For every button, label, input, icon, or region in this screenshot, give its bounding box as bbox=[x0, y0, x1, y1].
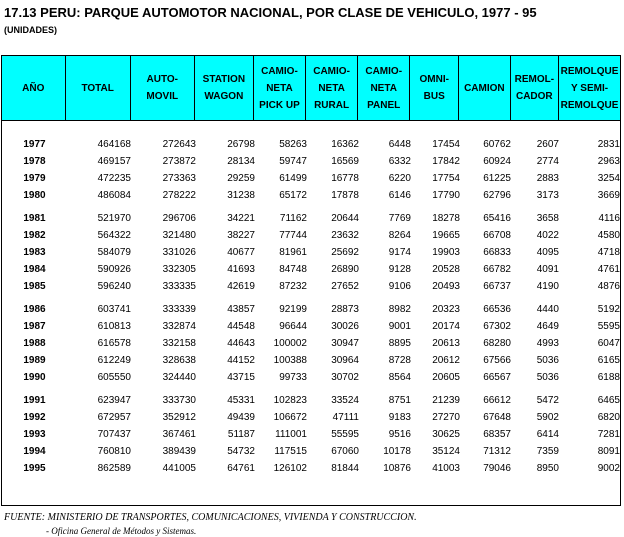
column-header-line: TOTAL bbox=[81, 82, 114, 94]
year-cell: 1995 bbox=[23, 463, 46, 474]
value-cell: 20323 bbox=[432, 304, 460, 315]
value-cell: 2607 bbox=[536, 139, 559, 150]
column-header-line: REMOL- bbox=[514, 74, 555, 85]
value-cell: 30947 bbox=[331, 338, 359, 349]
value-cell: 4718 bbox=[597, 247, 620, 258]
table-row bbox=[2, 244, 622, 261]
value-cell: 84748 bbox=[279, 264, 307, 275]
value-cell: 4761 bbox=[597, 264, 620, 275]
value-cell: 332305 bbox=[162, 264, 196, 275]
table-row bbox=[2, 443, 622, 460]
value-cell: 3254 bbox=[597, 173, 620, 184]
column-header bbox=[253, 56, 305, 121]
value-cell: 4993 bbox=[536, 338, 559, 349]
column-header-line: PANEL bbox=[367, 99, 401, 111]
year-cell: 1981 bbox=[23, 213, 46, 224]
value-cell: 19665 bbox=[432, 230, 460, 241]
year-cell: 1992 bbox=[23, 412, 46, 423]
value-cell: 20174 bbox=[432, 321, 460, 332]
value-cell: 321480 bbox=[162, 230, 196, 241]
value-cell: 441005 bbox=[162, 463, 196, 474]
table-row bbox=[2, 392, 622, 409]
value-cell: 17454 bbox=[432, 139, 460, 150]
value-cell: 42619 bbox=[227, 281, 255, 292]
value-cell: 23632 bbox=[331, 230, 359, 241]
value-cell: 68280 bbox=[483, 338, 511, 349]
value-cell: 16362 bbox=[331, 139, 359, 150]
value-cell: 67302 bbox=[483, 321, 511, 332]
value-cell: 27270 bbox=[432, 412, 460, 423]
column-header bbox=[559, 56, 620, 121]
column-header-line: OMNI- bbox=[419, 74, 449, 85]
value-cell: 672957 bbox=[97, 412, 131, 423]
value-cell: 65416 bbox=[483, 213, 511, 224]
year-cell: 1980 bbox=[23, 190, 46, 201]
value-cell: 3173 bbox=[536, 190, 559, 201]
value-cell: 331026 bbox=[162, 247, 196, 258]
value-cell: 469157 bbox=[97, 156, 131, 167]
value-cell: 44548 bbox=[227, 321, 255, 332]
value-cell: 6332 bbox=[388, 156, 411, 167]
value-cell: 464168 bbox=[97, 139, 131, 150]
value-cell: 106672 bbox=[273, 412, 307, 423]
column-header bbox=[194, 56, 253, 121]
value-cell: 332158 bbox=[162, 338, 196, 349]
value-cell: 20528 bbox=[432, 264, 460, 275]
value-cell: 367461 bbox=[162, 429, 196, 440]
value-cell: 45331 bbox=[227, 395, 255, 406]
table-row bbox=[2, 187, 622, 204]
value-cell: 20644 bbox=[331, 213, 359, 224]
value-cell: 584079 bbox=[97, 247, 131, 258]
value-cell: 34221 bbox=[227, 213, 255, 224]
column-header-line: NETA bbox=[370, 82, 397, 94]
value-cell: 352912 bbox=[162, 412, 196, 423]
column-header-line: NETA bbox=[318, 82, 345, 94]
value-cell: 79046 bbox=[483, 463, 511, 474]
value-cell: 20493 bbox=[432, 281, 460, 292]
value-cell: 521970 bbox=[97, 213, 131, 224]
value-cell: 8728 bbox=[388, 355, 411, 366]
value-cell: 20605 bbox=[432, 372, 460, 383]
value-cell: 60924 bbox=[483, 156, 511, 167]
value-cell: 5472 bbox=[536, 395, 559, 406]
table-row bbox=[2, 352, 622, 369]
value-cell: 6220 bbox=[388, 173, 411, 184]
value-cell: 19903 bbox=[432, 247, 460, 258]
column-header bbox=[358, 56, 410, 121]
value-cell: 66536 bbox=[483, 304, 511, 315]
value-cell: 44643 bbox=[227, 338, 255, 349]
column-header-line: CAMIO- bbox=[365, 65, 403, 77]
column-header-line: STATION bbox=[202, 74, 246, 85]
value-cell: 273363 bbox=[162, 173, 196, 184]
value-cell: 67566 bbox=[483, 355, 511, 366]
table-row bbox=[2, 426, 622, 443]
value-cell: 7359 bbox=[536, 446, 559, 457]
value-cell: 9128 bbox=[388, 264, 411, 275]
value-cell: 30702 bbox=[331, 372, 359, 383]
value-cell: 278222 bbox=[162, 190, 196, 201]
value-cell: 65172 bbox=[279, 190, 307, 201]
value-cell: 40677 bbox=[227, 247, 255, 258]
value-cell: 5192 bbox=[597, 304, 620, 315]
value-cell: 6465 bbox=[597, 395, 620, 406]
column-header-line: PICK UP bbox=[259, 99, 300, 111]
value-cell: 707437 bbox=[97, 429, 131, 440]
value-cell: 68357 bbox=[483, 429, 511, 440]
value-cell: 51187 bbox=[227, 429, 255, 440]
year-cell: 1979 bbox=[23, 173, 46, 184]
value-cell: 3669 bbox=[597, 190, 620, 201]
column-header-line: BUS bbox=[423, 91, 445, 102]
column-header-line: CADOR bbox=[515, 91, 553, 102]
value-cell: 4095 bbox=[536, 247, 559, 258]
value-cell: 564322 bbox=[97, 230, 131, 241]
year-cell: 1984 bbox=[23, 264, 46, 275]
data-table bbox=[1, 55, 621, 506]
value-cell: 9183 bbox=[388, 412, 411, 423]
value-cell: 8895 bbox=[388, 338, 411, 349]
value-cell: 4580 bbox=[597, 230, 620, 241]
value-cell: 47111 bbox=[332, 412, 359, 423]
value-cell: 44152 bbox=[227, 355, 255, 366]
value-cell: 5036 bbox=[536, 355, 559, 366]
value-cell: 6146 bbox=[388, 190, 411, 201]
value-cell: 333730 bbox=[162, 395, 196, 406]
value-cell: 616578 bbox=[97, 338, 131, 349]
value-cell: 9174 bbox=[388, 247, 411, 258]
value-cell: 66708 bbox=[483, 230, 511, 241]
value-cell: 61499 bbox=[279, 173, 307, 184]
year-cell: 1990 bbox=[23, 372, 46, 383]
value-cell: 6047 bbox=[597, 338, 620, 349]
value-cell: 8950 bbox=[536, 463, 559, 474]
value-cell: 81961 bbox=[279, 247, 307, 258]
column-header-line: AUTO- bbox=[146, 74, 178, 85]
column-header-line: REMOLQUE bbox=[560, 99, 619, 111]
source-note: FUENTE: MINISTERIO DE TRANSPORTES, COMUNICACIONES, VIVIENDA Y CONSTRUCCION. bbox=[4, 512, 417, 523]
value-cell: 2831 bbox=[597, 139, 620, 150]
value-cell: 20613 bbox=[432, 338, 460, 349]
column-header-line: CAMION bbox=[464, 82, 505, 94]
value-cell: 26890 bbox=[331, 264, 359, 275]
value-cell: 2883 bbox=[536, 173, 559, 184]
year-cell: 1987 bbox=[23, 321, 46, 332]
value-cell: 328638 bbox=[162, 355, 196, 366]
source-detail: - Oficina General de Métodos y Sistemas. bbox=[46, 526, 197, 536]
value-cell: 6414 bbox=[536, 429, 559, 440]
year-cell: 1994 bbox=[23, 446, 46, 457]
value-cell: 8564 bbox=[388, 372, 411, 383]
value-cell: 21239 bbox=[432, 395, 460, 406]
value-cell: 9106 bbox=[388, 281, 411, 292]
column-header-line: CAMIO- bbox=[261, 65, 298, 77]
column-header-line: NETA bbox=[266, 82, 293, 94]
column-header-line: CAMIO- bbox=[313, 65, 350, 77]
table-row bbox=[2, 369, 622, 386]
value-cell: 59747 bbox=[279, 156, 307, 167]
value-cell: 49439 bbox=[227, 412, 255, 423]
value-cell: 17754 bbox=[432, 173, 460, 184]
value-cell: 4190 bbox=[536, 281, 559, 292]
value-cell: 43715 bbox=[227, 372, 255, 383]
value-cell: 55595 bbox=[331, 429, 359, 440]
table-row bbox=[2, 278, 622, 295]
table-row bbox=[2, 460, 622, 477]
column-header bbox=[410, 56, 459, 121]
column-header bbox=[130, 56, 194, 121]
value-cell: 6448 bbox=[388, 139, 411, 150]
column-header-line: RURAL bbox=[314, 99, 350, 111]
value-cell: 30026 bbox=[331, 321, 359, 332]
value-cell: 41003 bbox=[432, 463, 460, 474]
value-cell: 30625 bbox=[432, 429, 460, 440]
column-header bbox=[65, 56, 130, 121]
row-group bbox=[2, 392, 622, 477]
value-cell: 16569 bbox=[331, 156, 359, 167]
year-cell: 1988 bbox=[23, 338, 46, 349]
value-cell: 17790 bbox=[432, 190, 460, 201]
table-row bbox=[2, 335, 622, 352]
year-cell: 1978 bbox=[23, 156, 46, 167]
value-cell: 8982 bbox=[388, 304, 411, 315]
value-cell: 27652 bbox=[331, 281, 359, 292]
table-row bbox=[2, 409, 622, 426]
value-cell: 333339 bbox=[162, 304, 196, 315]
table-row bbox=[2, 170, 622, 187]
value-cell: 605550 bbox=[97, 372, 131, 383]
value-cell: 126102 bbox=[273, 463, 307, 474]
value-cell: 117515 bbox=[274, 446, 307, 457]
value-cell: 54732 bbox=[227, 446, 255, 457]
value-cell: 28873 bbox=[331, 304, 359, 315]
value-cell: 100002 bbox=[273, 338, 307, 349]
value-cell: 8264 bbox=[388, 230, 411, 241]
value-cell: 17878 bbox=[331, 190, 359, 201]
column-header bbox=[306, 56, 358, 121]
year-cell: 1986 bbox=[23, 304, 46, 315]
value-cell: 6820 bbox=[597, 412, 620, 423]
value-cell: 60762 bbox=[483, 139, 511, 150]
value-cell: 31238 bbox=[227, 190, 255, 201]
value-cell: 96644 bbox=[279, 321, 307, 332]
value-cell: 100388 bbox=[273, 355, 307, 366]
value-cell: 26798 bbox=[227, 139, 255, 150]
value-cell: 8751 bbox=[388, 395, 411, 406]
table-row bbox=[2, 136, 622, 153]
value-cell: 486084 bbox=[97, 190, 131, 201]
column-header-line: Y SEMI- bbox=[571, 82, 609, 94]
value-cell: 4022 bbox=[536, 230, 559, 241]
column-header-row bbox=[2, 56, 620, 121]
value-cell: 30964 bbox=[331, 355, 359, 366]
value-cell: 603741 bbox=[97, 304, 131, 315]
value-cell: 43857 bbox=[227, 304, 255, 315]
value-cell: 71312 bbox=[483, 446, 511, 457]
table-title: 17.13 PERU: PARQUE AUTOMOTOR NACIONAL, POR CLASE DE VEHICULO, 1977 - 95 bbox=[4, 5, 537, 20]
value-cell: 4649 bbox=[536, 321, 559, 332]
value-cell: 77744 bbox=[279, 230, 307, 241]
column-header-line: AÑO bbox=[22, 82, 45, 94]
year-cell: 1977 bbox=[23, 139, 46, 150]
value-cell: 2774 bbox=[536, 156, 559, 167]
table-row bbox=[2, 227, 622, 244]
value-cell: 16778 bbox=[331, 173, 359, 184]
value-cell: 33524 bbox=[331, 395, 359, 406]
value-cell: 61225 bbox=[483, 173, 511, 184]
column-header bbox=[459, 56, 510, 121]
value-cell: 92199 bbox=[279, 304, 307, 315]
year-cell: 1991 bbox=[23, 395, 46, 406]
value-cell: 760810 bbox=[97, 446, 131, 457]
value-cell: 62796 bbox=[483, 190, 511, 201]
value-cell: 64761 bbox=[227, 463, 255, 474]
table-body bbox=[2, 136, 622, 483]
value-cell: 35124 bbox=[432, 446, 460, 457]
value-cell: 67648 bbox=[483, 412, 511, 423]
value-cell: 10876 bbox=[383, 463, 411, 474]
value-cell: 8091 bbox=[597, 446, 620, 457]
value-cell: 38227 bbox=[227, 230, 255, 241]
value-cell: 4876 bbox=[597, 281, 620, 292]
column-header bbox=[510, 56, 559, 121]
column-header-line: MOVIL bbox=[146, 91, 179, 102]
value-cell: 10178 bbox=[383, 446, 411, 457]
value-cell: 3658 bbox=[536, 213, 559, 224]
value-cell: 99733 bbox=[279, 372, 307, 383]
table-subtitle: (UNIDADES) bbox=[4, 25, 57, 35]
value-cell: 4116 bbox=[598, 213, 620, 224]
value-cell: 28134 bbox=[227, 156, 255, 167]
value-cell: 102823 bbox=[273, 395, 307, 406]
value-cell: 610813 bbox=[97, 321, 131, 332]
value-cell: 5902 bbox=[536, 412, 559, 423]
value-cell: 296706 bbox=[162, 213, 196, 224]
table-row bbox=[2, 318, 622, 335]
value-cell: 6188 bbox=[597, 372, 620, 383]
value-cell: 67060 bbox=[331, 446, 359, 457]
row-group bbox=[2, 210, 622, 295]
value-cell: 18278 bbox=[432, 213, 460, 224]
value-cell: 66567 bbox=[483, 372, 511, 383]
value-cell: 9516 bbox=[388, 429, 411, 440]
value-cell: 272643 bbox=[162, 139, 196, 150]
value-cell: 5036 bbox=[536, 372, 559, 383]
value-cell: 81844 bbox=[331, 463, 359, 474]
value-cell: 66612 bbox=[483, 395, 511, 406]
value-cell: 4440 bbox=[536, 304, 559, 315]
value-cell: 324440 bbox=[162, 372, 196, 383]
year-cell: 1982 bbox=[23, 230, 46, 241]
value-cell: 333335 bbox=[162, 281, 196, 292]
value-cell: 4091 bbox=[536, 264, 559, 275]
row-group bbox=[2, 136, 622, 204]
row-group bbox=[2, 301, 622, 386]
value-cell: 7769 bbox=[388, 213, 411, 224]
value-cell: 389439 bbox=[162, 446, 196, 457]
value-cell: 5595 bbox=[597, 321, 620, 332]
table-row bbox=[2, 153, 622, 170]
value-cell: 472235 bbox=[97, 173, 131, 184]
value-cell: 41693 bbox=[227, 264, 255, 275]
value-cell: 590926 bbox=[97, 264, 131, 275]
value-cell: 7281 bbox=[597, 429, 620, 440]
value-cell: 332874 bbox=[162, 321, 196, 332]
value-cell: 862589 bbox=[97, 463, 131, 474]
value-cell: 66833 bbox=[483, 247, 511, 258]
table-row bbox=[2, 301, 622, 318]
value-cell: 111001 bbox=[275, 429, 307, 440]
value-cell: 596240 bbox=[97, 281, 131, 292]
value-cell: 71162 bbox=[279, 213, 307, 224]
value-cell: 25692 bbox=[331, 247, 359, 258]
value-cell: 623947 bbox=[97, 395, 131, 406]
value-cell: 20612 bbox=[432, 355, 460, 366]
value-cell: 29259 bbox=[227, 173, 255, 184]
column-header bbox=[2, 56, 65, 121]
value-cell: 17842 bbox=[432, 156, 460, 167]
column-header-line: WAGON bbox=[204, 91, 244, 102]
column-header-line: REMOLQUE bbox=[560, 65, 619, 77]
table-row bbox=[2, 261, 622, 278]
year-cell: 1985 bbox=[23, 281, 46, 292]
value-cell: 9001 bbox=[388, 321, 411, 332]
value-cell: 87232 bbox=[279, 281, 307, 292]
value-cell: 6165 bbox=[597, 355, 620, 366]
year-cell: 1989 bbox=[23, 355, 46, 366]
value-cell: 9002 bbox=[597, 463, 620, 474]
value-cell: 612249 bbox=[97, 355, 131, 366]
year-cell: 1993 bbox=[23, 429, 46, 440]
value-cell: 66782 bbox=[483, 264, 511, 275]
value-cell: 58263 bbox=[279, 139, 307, 150]
value-cell: 2963 bbox=[597, 156, 620, 167]
table-row bbox=[2, 210, 622, 227]
year-cell: 1983 bbox=[23, 247, 46, 258]
value-cell: 273872 bbox=[162, 156, 196, 167]
value-cell: 66737 bbox=[483, 281, 511, 292]
